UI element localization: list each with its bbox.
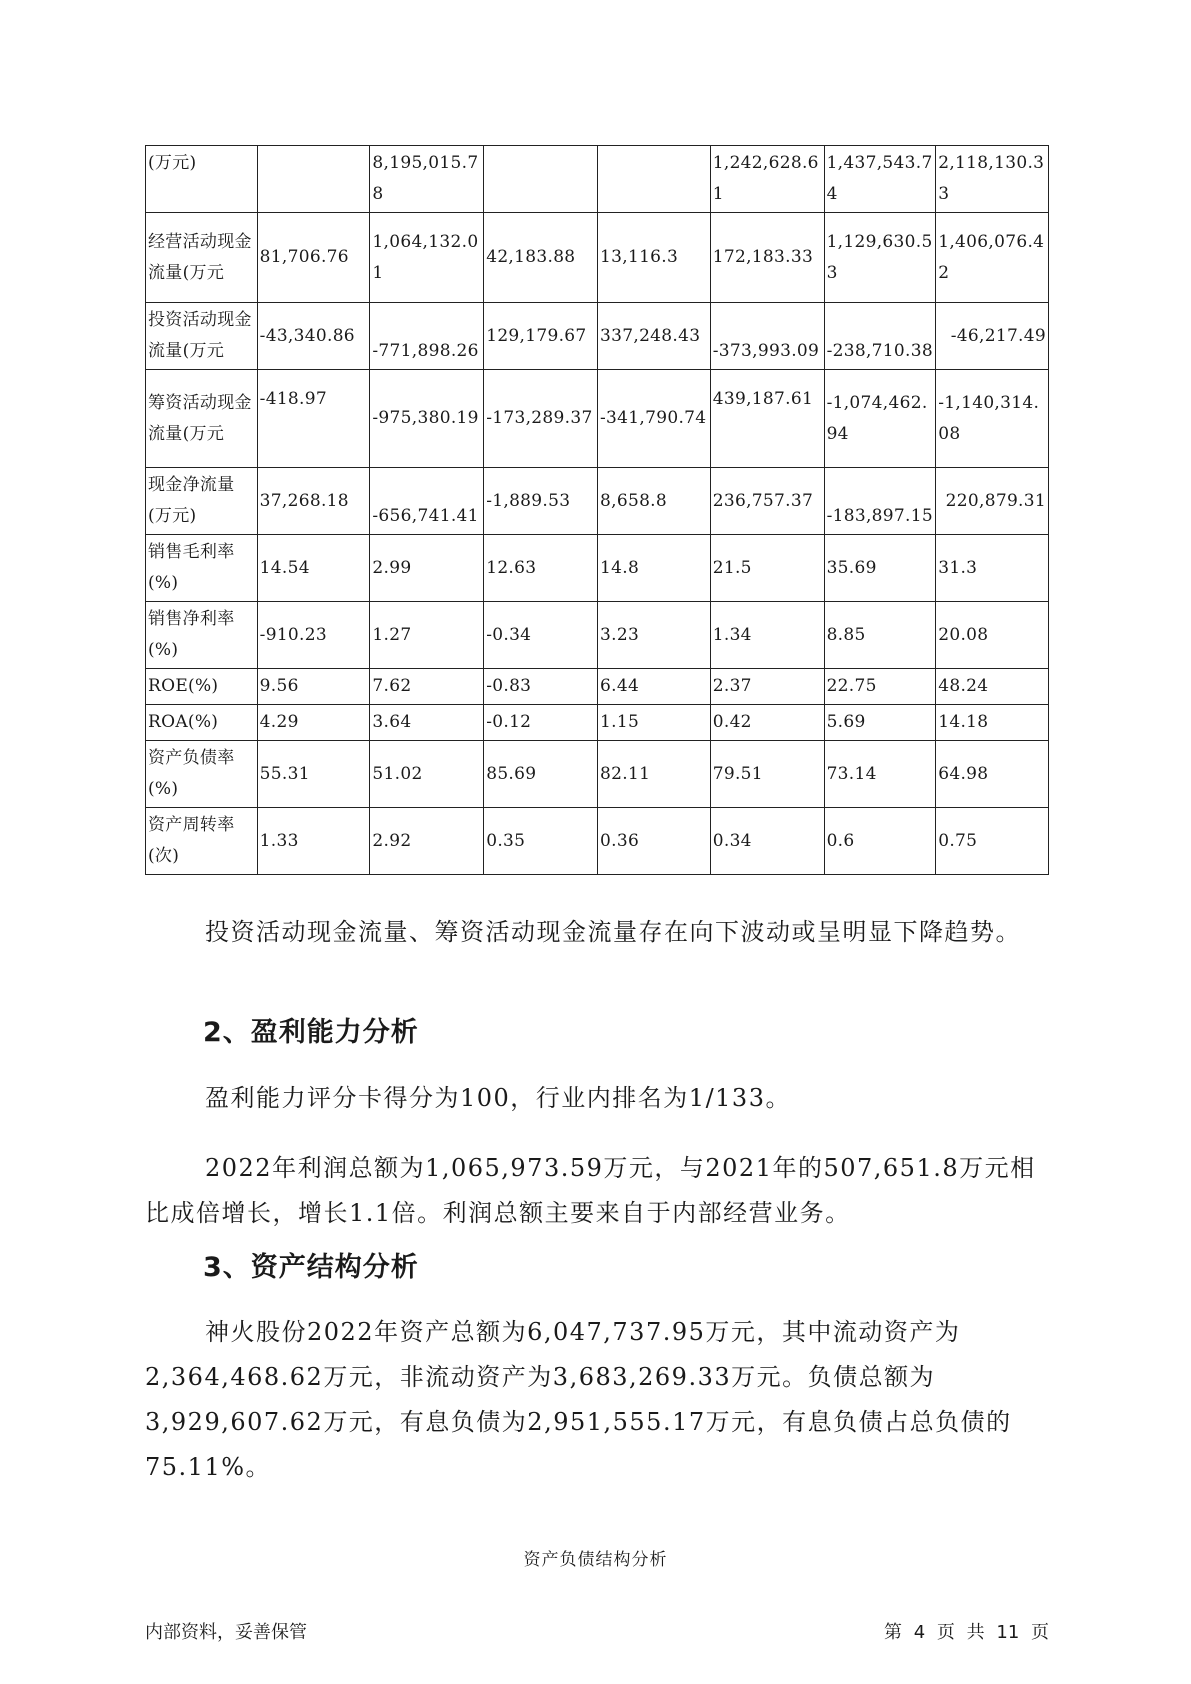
footer-page-number: 第 4 页 共 11 页 (884, 1622, 1049, 1643)
table-cell: 1,437,543.74 (824, 146, 936, 213)
paragraph-text: 2022年利润总额为1,065,973.59万元，与2021年的507,651.8万元相比成倍增长，增长1.1倍。利润总额主要来自于内部经营业务。 (145, 1154, 1036, 1227)
section-heading-profitability: 2、盈利能力分析 (203, 1017, 419, 1048)
table-cell: -1,074,462.94 (824, 370, 936, 468)
row-label: 经营活动现金流量(万元 (146, 213, 258, 303)
table-cell: 439,187.61 (710, 370, 824, 468)
table-cell: 1.34 (710, 602, 824, 669)
table-cell: 220,879.31 (936, 468, 1049, 535)
row-label: 销售毛利率(%) (146, 535, 258, 602)
table-cell: 4.29 (257, 705, 370, 741)
table-cell: 3.23 (598, 602, 711, 669)
table-cell: 2.99 (370, 535, 484, 602)
table-cell: 1,406,076.42 (936, 213, 1049, 303)
table-cell: 42,183.88 (484, 213, 598, 303)
table-cell: -173,289.37 (484, 370, 598, 468)
table-cell: 2.92 (370, 808, 484, 875)
table-cell: 129,179.67 (484, 303, 598, 370)
row-label: ROE(%) (146, 669, 258, 705)
table-cell: 21.5 (710, 535, 824, 602)
table-cell: 55.31 (257, 741, 370, 808)
table-cell: 22.75 (824, 669, 936, 705)
table-cell: 1.27 (370, 602, 484, 669)
paragraph-cashflow-trend (145, 910, 1050, 955)
table-cell: 81,706.76 (257, 213, 370, 303)
table-row (146, 370, 1049, 468)
table-cell (257, 146, 370, 213)
table-cell: 1.33 (257, 808, 370, 875)
table-cell: 1,242,628.61 (710, 146, 824, 213)
paragraph-asset-structure (145, 1310, 1050, 1490)
table-cell: 85.69 (484, 741, 598, 808)
table-cell: 20.08 (936, 602, 1049, 669)
table-cell: -1,889.53 (484, 468, 598, 535)
table-cell: 337,248.43 (598, 303, 711, 370)
table-cell: 48.24 (936, 669, 1049, 705)
table-row (146, 468, 1049, 535)
table-cell: -656,741.41 (370, 468, 484, 535)
paragraph-text: 投资活动现金流量、筹资活动现金流量存在向下波动或呈明显下降趋势。 (205, 918, 1021, 946)
row-label: 资产周转率(次) (146, 808, 258, 875)
paragraph-text: 神火股份2022年资产总额为6,047,737.95万元，其中流动资产为2,364,468.62万元，非流动资产为3,683,269.33万元。负债总额为3,929,607.62万元，有息负债为2,951,555.17万元，有息负债占总负债的75.11%。 (145, 1318, 1012, 1481)
table-row (146, 741, 1049, 808)
table-cell: 2,118,130.33 (936, 146, 1049, 213)
figure-caption: 资产负债结构分析 (523, 1550, 668, 1570)
table-cell: 8.85 (824, 602, 936, 669)
table-cell: 51.02 (370, 741, 484, 808)
table-cell: 8,658.8 (598, 468, 711, 535)
table-cell: 35.69 (824, 535, 936, 602)
table-row (146, 705, 1049, 741)
table-row (146, 213, 1049, 303)
table-cell: 12.63 (484, 535, 598, 602)
table-cell: -0.34 (484, 602, 598, 669)
financial-table (145, 145, 1049, 875)
table-cell: 13,116.3 (598, 213, 711, 303)
table-cell: 82.11 (598, 741, 711, 808)
table-cell: -1,140,314.08 (936, 370, 1049, 468)
table-row (146, 535, 1049, 602)
table-cell: -975,380.19 (370, 370, 484, 468)
section-heading-asset-structure: 3、资产结构分析 (203, 1252, 419, 1283)
table-cell: -341,790.74 (598, 370, 711, 468)
table-cell: 5.69 (824, 705, 936, 741)
table-cell: -910.23 (257, 602, 370, 669)
table-cell: 0.35 (484, 808, 598, 875)
table-cell: 37,268.18 (257, 468, 370, 535)
table-cell: -418.97 (257, 370, 370, 468)
table-row (146, 669, 1049, 705)
table-cell: 6.44 (598, 669, 711, 705)
table-cell: 236,757.37 (710, 468, 824, 535)
table-cell: -373,993.09 (710, 303, 824, 370)
table-cell: 7.62 (370, 669, 484, 705)
paragraph-total-profit (145, 1146, 1050, 1236)
footer-confidential-note: 内部资料，妥善保管 (145, 1622, 307, 1643)
row-label: (万元) (146, 146, 258, 213)
row-label: ROA(%) (146, 705, 258, 741)
table-cell: 2.37 (710, 669, 824, 705)
table-cell: -771,898.26 (370, 303, 484, 370)
table-cell (484, 146, 598, 213)
table-cell: 0.75 (936, 808, 1049, 875)
table-cell: 0.34 (710, 808, 824, 875)
table-cell: 1,129,630.53 (824, 213, 936, 303)
table-row (146, 808, 1049, 875)
row-label: 现金净流量(万元) (146, 468, 258, 535)
table-cell: 73.14 (824, 741, 936, 808)
table-cell: 1.15 (598, 705, 711, 741)
table-cell: 1,064,132.01 (370, 213, 484, 303)
table-cell: 79.51 (710, 741, 824, 808)
row-label: 投资活动现金流量(万元 (146, 303, 258, 370)
table-cell (598, 146, 711, 213)
table-cell: 172,183.33 (710, 213, 824, 303)
table-cell: 31.3 (936, 535, 1049, 602)
row-label: 销售净利率(%) (146, 602, 258, 669)
paragraph-profitability-score (145, 1076, 1050, 1121)
table-cell: 14.54 (257, 535, 370, 602)
table-cell: 14.18 (936, 705, 1049, 741)
table-row (146, 146, 1049, 213)
table-cell: -46,217.49 (936, 303, 1049, 370)
table-cell: -0.83 (484, 669, 598, 705)
table-cell: 14.8 (598, 535, 711, 602)
table-row (146, 602, 1049, 669)
row-label: 资产负债率(%) (146, 741, 258, 808)
table-cell: 9.56 (257, 669, 370, 705)
table-cell: 64.98 (936, 741, 1049, 808)
table-cell: 8,195,015.78 (370, 146, 484, 213)
table-cell: 0.6 (824, 808, 936, 875)
paragraph-text: 盈利能力评分卡得分为100，行业内排名为1/133。 (205, 1084, 791, 1112)
table-cell: -43,340.86 (257, 303, 370, 370)
table-cell: -238,710.38 (824, 303, 936, 370)
table-cell: 0.42 (710, 705, 824, 741)
table-row (146, 303, 1049, 370)
table-cell: 0.36 (598, 808, 711, 875)
row-label: 筹资活动现金流量(万元 (146, 370, 258, 468)
table-cell: 3.64 (370, 705, 484, 741)
table-cell: -0.12 (484, 705, 598, 741)
table-cell: -183,897.15 (824, 468, 936, 535)
